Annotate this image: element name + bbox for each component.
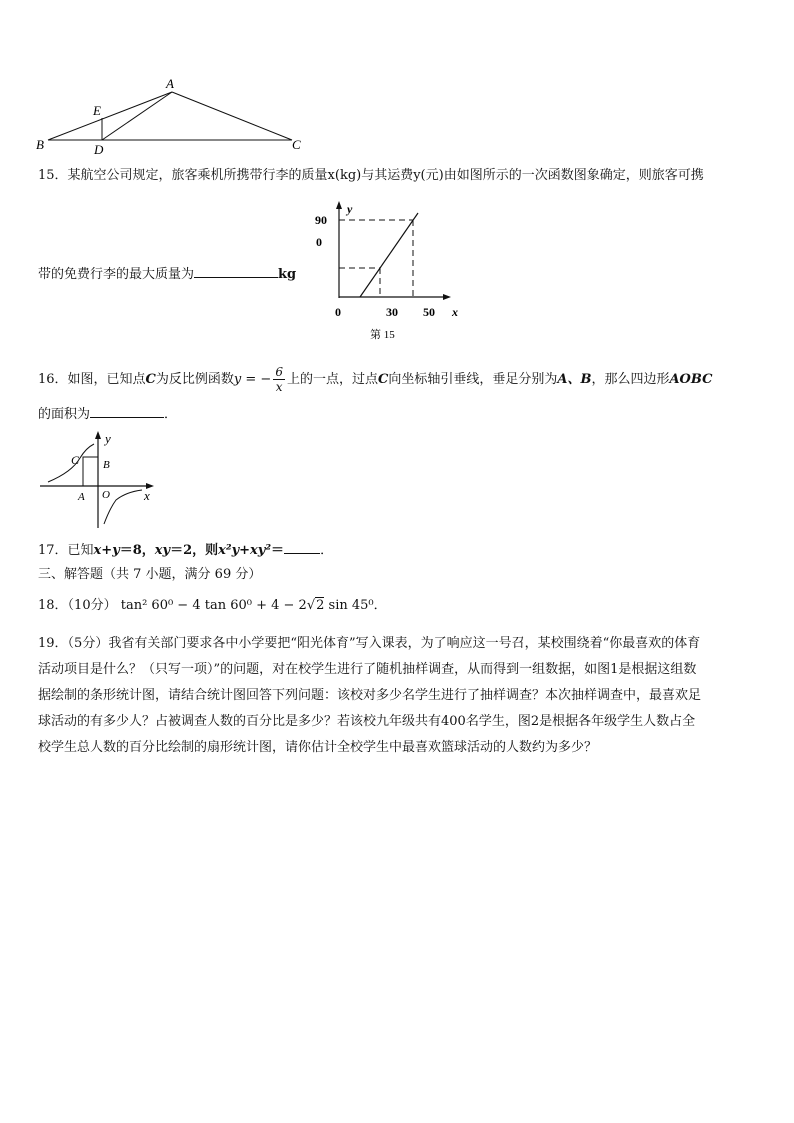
segment-AD <box>102 92 172 140</box>
q17-prefix: 17．已知 <box>38 543 94 558</box>
y-axis-arrow <box>336 201 342 209</box>
label-O: O <box>102 489 110 501</box>
y-tick-0: 0 <box>316 235 322 249</box>
q16-line1 <box>38 365 712 394</box>
q15-graph <box>308 198 468 348</box>
q15-line2-text: 带的免费行李的最大质量为 <box>38 267 195 282</box>
label-B: B <box>103 459 110 471</box>
q15-unit: kg <box>278 267 297 282</box>
rectangle-AOBC <box>83 457 98 486</box>
origin-label: 0 <box>335 305 341 319</box>
q19-line-3: 据绘制的条形统计图，请结合统计图回答下列问题：该校对多少名学生进行了抽样调查？本次抽样调查中，最喜欢足 <box>38 688 702 703</box>
y-tick-90: 90 <box>315 213 327 227</box>
function-lhs: y = − <box>233 372 272 387</box>
answer-blank-15 <box>194 264 278 278</box>
q19-line-1: 19．（5分）我省有关部门要求各中小学要把“阳光体育”写入课表，为了响应这一号召，某校围绕着“你最喜欢的体育 <box>38 636 701 651</box>
q19-line-5: 校学生总人数的百分比绘制的扇形统计图，请你估计全校学生中最喜欢篮球活动的人数约为多少？ <box>38 740 598 755</box>
q16-line2 <box>38 404 177 424</box>
q18-sqrt-radicand: 2 <box>316 598 325 613</box>
q16-prefix: 16．如图，已知点 <box>38 372 146 387</box>
label-D: D <box>94 142 104 157</box>
q19-line-2: 活动项目是什么？（只写一项）”的问题，对在校学生进行了随机抽样调查，从而得到一组数据，如图1是根据这组数 <box>38 662 697 677</box>
label-x: x <box>144 488 150 503</box>
triangle-figure <box>30 72 320 160</box>
graph-caption: 第 15 <box>370 329 395 341</box>
q17-end: ． <box>320 543 334 558</box>
q16-graph <box>36 428 166 532</box>
q19-paragraph <box>38 631 758 761</box>
label-C: C <box>71 453 80 467</box>
q18-sqrt-symbol: √ <box>306 598 316 613</box>
point-C-ref-2: C <box>377 372 389 387</box>
x-tick-30: 30 <box>386 305 398 319</box>
quad-AOBC-ref: AOBC <box>669 372 713 387</box>
q18-line <box>38 597 387 615</box>
q16-line2-text: 的面积为 <box>38 407 91 422</box>
q18-prefix: 18．（10分） <box>38 598 117 613</box>
q19-line-4: 球活动的有多少人？占被调查人数的百分比是多少？若该校九年级共有400名学生，图2是根据各年级学生人数占全 <box>38 714 696 729</box>
segment-AC <box>172 92 292 140</box>
answer-blank-16 <box>90 404 164 418</box>
q18-end: ． <box>373 598 387 613</box>
points-AB-ref: A、B <box>557 372 592 387</box>
x-axis-label: x <box>452 305 458 319</box>
q16-line2-end: ． <box>164 407 178 422</box>
q16-mid1: 为反比例函数 <box>155 372 234 387</box>
y-axis-arrow <box>95 431 101 439</box>
q16-mid2: 上的一点，过点 <box>286 372 378 387</box>
q18-expression-b: sin 45⁰ <box>324 598 374 613</box>
label-B: B <box>36 137 44 152</box>
label-A: A <box>166 76 174 91</box>
q17-eq2: xy <box>154 543 171 558</box>
segment-AB <box>48 92 172 140</box>
q17-eq2b: ＝2，则 <box>170 543 219 558</box>
label-C: C <box>292 137 301 152</box>
function-line <box>360 213 418 297</box>
fraction-numerator: 6 <box>275 365 283 379</box>
label-E: E <box>93 103 101 118</box>
q17-expr: x²y+xy² <box>218 543 272 558</box>
label-A: A <box>78 491 85 503</box>
label-y: y <box>105 431 111 446</box>
section-header: 三、解答题（共 7 小题，满分 69 分） <box>38 567 262 582</box>
y-axis-label: y <box>347 202 353 216</box>
q15-line1: 15．某航空公司规定，旅客乘机所携带行李的质量x(kg)与其运费y(元)由如图所示的一次函数图象确定，则旅客可携 <box>38 168 704 183</box>
function-fraction <box>273 365 285 394</box>
answer-blank-17 <box>284 540 320 554</box>
q18-expression-a: tan² 60⁰ − 4 tan 60⁰ + 4 − 2 <box>120 598 307 613</box>
q16-mid3: 向坐标轴引垂线，垂足分别为 <box>388 372 558 387</box>
point-C-ref: C <box>145 372 156 387</box>
q17-eq1: x+y <box>93 543 120 558</box>
x-tick-50: 50 <box>423 305 435 319</box>
q17-line <box>38 540 333 560</box>
q17-eq1b: ＝8， <box>119 543 155 558</box>
q16-mid4: ，那么四边形 <box>591 372 670 387</box>
x-axis-arrow <box>443 294 451 300</box>
q17-eq3: ＝ <box>271 543 285 558</box>
q15-line2 <box>38 264 296 284</box>
fraction-denominator: x <box>275 380 283 394</box>
